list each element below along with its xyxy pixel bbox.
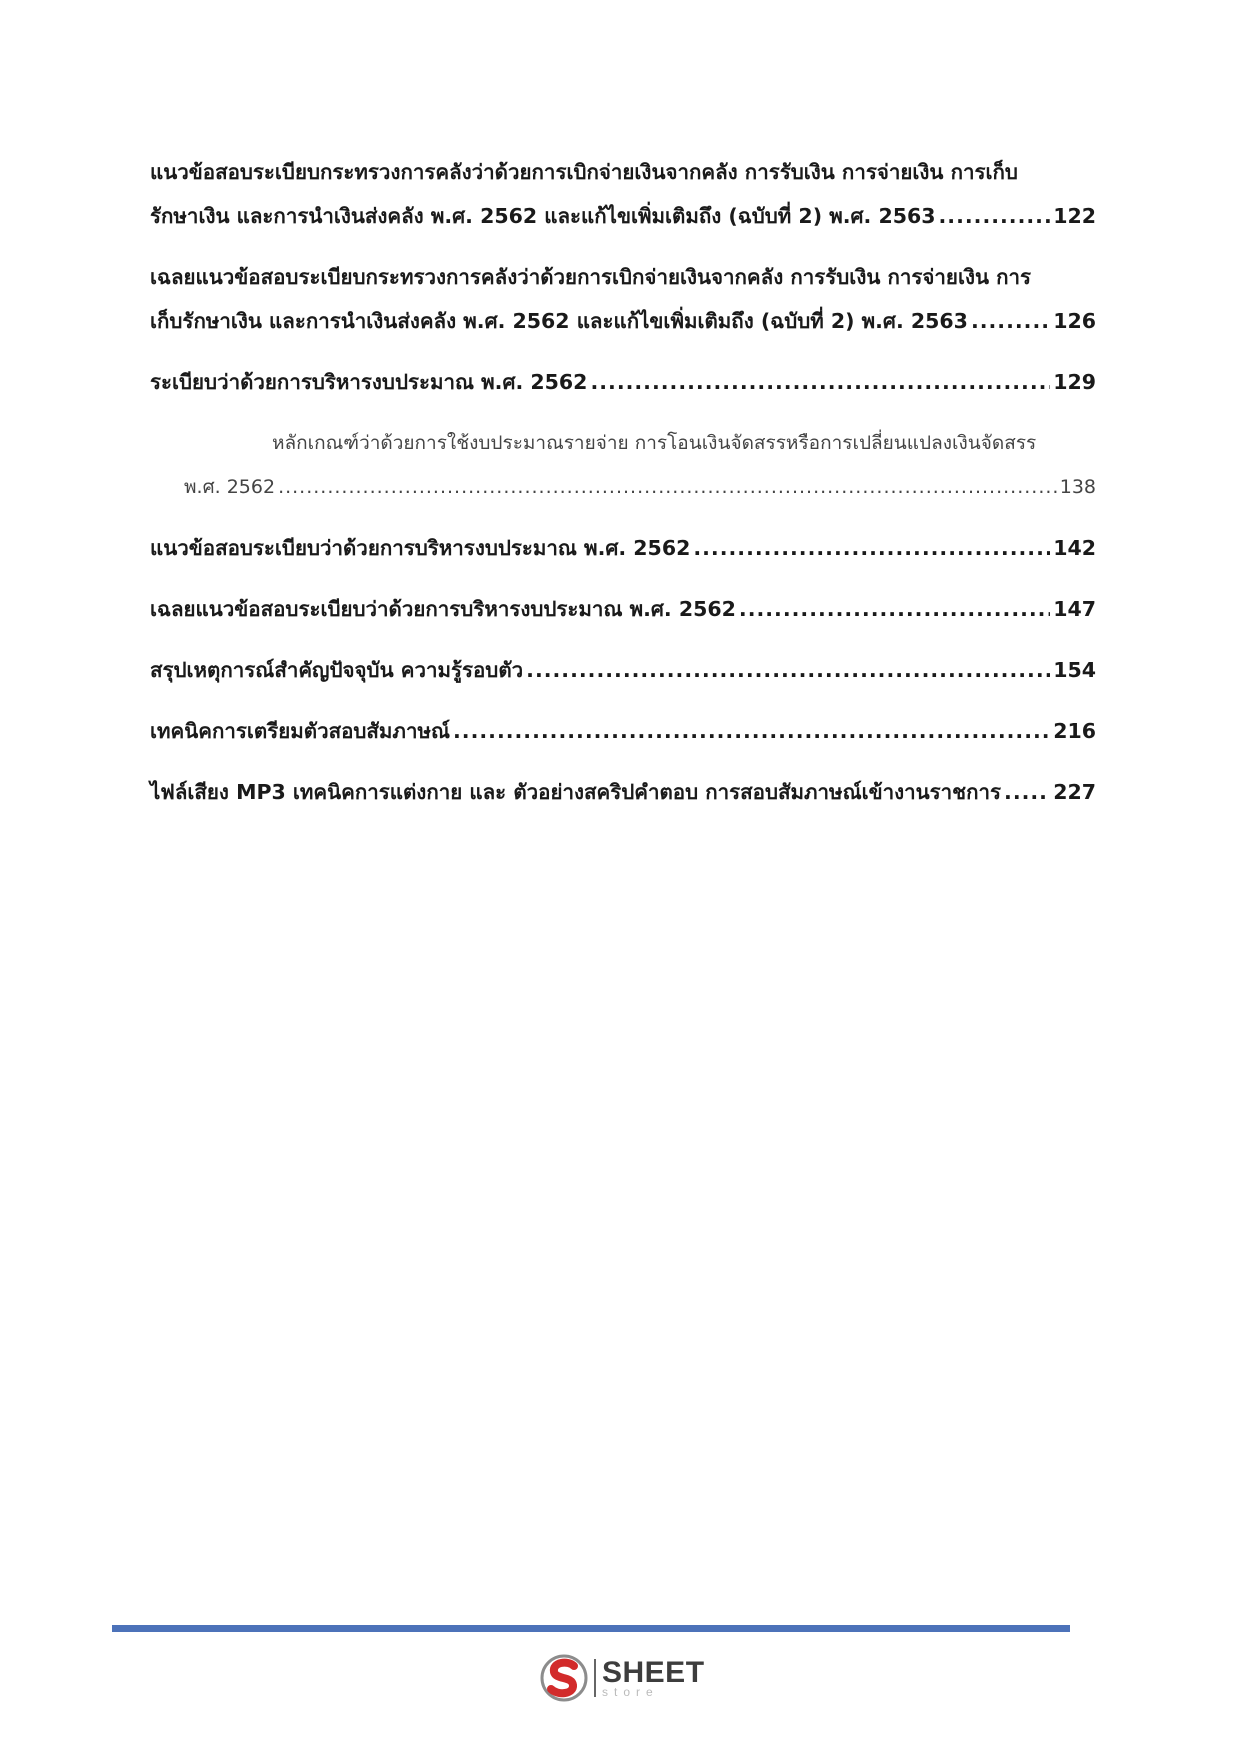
toc-entry[interactable] <box>150 150 1096 238</box>
table-of-contents <box>150 150 1096 831</box>
toc-page-number: 216 <box>1053 719 1096 743</box>
toc-page-number: 227 <box>1053 780 1096 804</box>
toc-entry-text: สรุปเหตุการณ์สำคัญปัจจุบัน ความรู้รอบตัว <box>150 658 524 682</box>
toc-entry[interactable] <box>150 526 1096 570</box>
toc-page-number: 122 <box>1053 204 1096 228</box>
dot-leader <box>693 526 1050 570</box>
dot-leader <box>278 465 1057 509</box>
dot-leader <box>453 709 1050 753</box>
toc-entry-text: ระเบียบว่าด้วยการบริหารงบประมาณ พ.ศ. 2562 <box>150 370 588 394</box>
logo-separator <box>594 1659 596 1697</box>
toc-entry-text: หลักเกณฑ์ว่าด้วยการใช้งบประมาณรายจ่าย การโอนเงินจัดสรรหรือการเปลี่ยนแปลงเงินจัดสรร <box>272 432 1037 454</box>
dot-leader <box>971 299 1050 343</box>
toc-page-number: 126 <box>1053 309 1096 333</box>
toc-entry-text: แนวข้อสอบระเบียบกระทรวงการคลังว่าด้วยการเบิกจ่ายเงินจากคลัง การรับเงิน การจ่ายเงิน การเก็บ <box>150 160 1018 184</box>
sheet-store-logo <box>538 1652 713 1704</box>
toc-entry-text: เฉลยแนวข้อสอบระเบียบกระทรวงการคลังว่าด้วยการเบิกจ่ายเงินจากคลัง การรับเงิน การจ่ายเงิน การ <box>150 265 1032 289</box>
dot-leader <box>590 360 1050 404</box>
toc-entry[interactable] <box>150 255 1096 343</box>
logo-subword: store <box>602 1685 659 1699</box>
logo-wordmark: SHEET <box>602 1656 705 1689</box>
toc-page-number: 147 <box>1053 597 1096 621</box>
toc-entry-text: รักษาเงิน และการนำเงินส่งคลัง พ.ศ. 2562 และแก้ไขเพิ่มเติมถึง (ฉบับที่ 2) พ.ศ. 2563 <box>150 204 936 228</box>
toc-entry-text: เก็บรักษาเงิน และการนำเงินส่งคลัง พ.ศ. 2562 และแก้ไขเพิ่มเติมถึง (ฉบับที่ 2) พ.ศ. 2563 <box>150 309 968 333</box>
toc-page-number: 154 <box>1053 658 1096 682</box>
dot-leader <box>739 587 1050 631</box>
toc-entry[interactable] <box>150 360 1096 404</box>
toc-entry-text: ไฟล์เสียง MP3 เทคนิคการแต่งกาย และ ตัวอย่างสคริปคำตอบ การสอบสัมภาษณ์เข้างานราชการ <box>150 780 1002 804</box>
toc-entry-text: แนวข้อสอบระเบียบว่าด้วยการบริหารงบประมาณ พ.ศ. 2562 <box>150 536 691 560</box>
toc-entry-text: เฉลยแนวข้อสอบระเบียบว่าด้วยการบริหารงบประมาณ พ.ศ. 2562 <box>150 597 736 621</box>
toc-subentry[interactable] <box>150 421 1096 509</box>
toc-entry-text: พ.ศ. 2562 <box>184 476 276 498</box>
toc-page-number: 129 <box>1053 370 1096 394</box>
toc-entry[interactable] <box>150 587 1096 631</box>
toc-entry[interactable] <box>150 709 1096 753</box>
dot-leader <box>526 648 1050 692</box>
toc-entry-text: เทคนิคการเตรียมตัวสอบสัมภาษณ์ <box>150 719 450 743</box>
toc-page-number: 142 <box>1053 536 1096 560</box>
s-logo-icon <box>538 1652 590 1704</box>
footer-rule <box>112 1625 1070 1632</box>
toc-entry[interactable] <box>150 770 1096 814</box>
dot-leader <box>1004 770 1050 814</box>
toc-page-number: 138 <box>1059 476 1096 498</box>
dot-leader <box>939 194 1051 238</box>
toc-entry[interactable] <box>150 648 1096 692</box>
